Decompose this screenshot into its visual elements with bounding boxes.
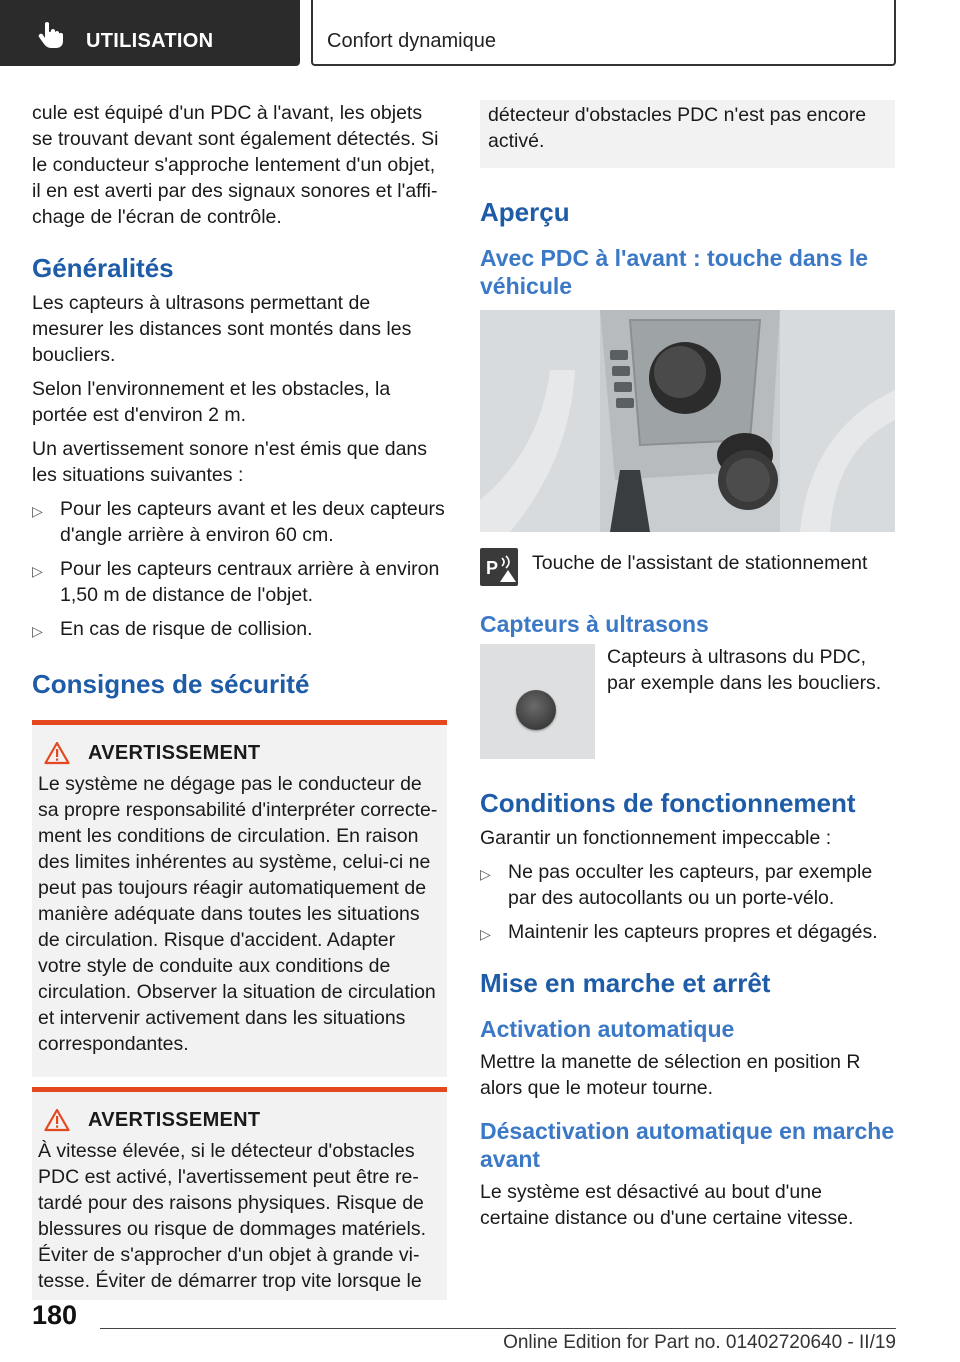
heading-generalites: Généralités (32, 253, 174, 283)
section-label: UTILISATION (86, 30, 214, 52)
section-tab (0, 0, 300, 66)
subheading-pdc-button: Avec PDC à l'avant : touche dans le véhicule (480, 245, 869, 299)
right-column (480, 100, 895, 1239)
warning-text-continued: détecteur d'obstacles PDC n'est pas encore activé. (488, 104, 867, 152)
intro-paragraph: cule est équipé d'un PDC à l'avant, les objets se trouvant devant sont également détectés. Si le conducteur s'approche lentement d'un objet, il en est averti par des signaux sonores et l'affichage de l'écran de contrôle. (32, 102, 439, 228)
heading-consignes: Consignes de sécurité (32, 669, 310, 699)
subheading-deactivation: Désactivation automatique en marche avant (480, 1118, 895, 1172)
bullet-triangle-icon: ▷ (32, 563, 43, 579)
warning-label: AVERTISSEMENT (88, 1108, 261, 1131)
page-header (0, 0, 960, 68)
bullet-triangle-icon: ▷ (480, 926, 491, 942)
list-item: ▷ En cas de risque de collision. (32, 616, 447, 642)
bullet-triangle-icon: ▷ (32, 503, 43, 519)
park-assist-button-icon (480, 548, 518, 586)
warning-text: À vitesse élevée, si le détecteur d'obstacles PDC est activé, l'avertissement peut être retardé pour des raisons physiques. Risque de blessures ou risque de dommages matériels. Éviter de s'approcher d'un objet à grande vitesse. Éviter de démarrer trop vite lorsque le (38, 1140, 427, 1292)
list-item: ▷ Ne pas occulter les capteurs, par exemple par des autocollants ou un porte-vélo. (480, 861, 873, 909)
warning-continuation (480, 100, 895, 168)
warning-triangle-icon (44, 741, 70, 765)
list-item: ▷ Maintenir les capteurs propres et dégagés. (480, 919, 895, 945)
left-column (32, 100, 447, 1300)
bullet-list (480, 859, 895, 945)
warning-box (32, 1087, 447, 1300)
bullet-triangle-icon: ▷ (480, 866, 491, 882)
svg-text:P: P (486, 558, 499, 578)
ultrasonic-sensor-image (480, 644, 595, 759)
list-item: ▷ Pour les capteurs avant et les deux capteurs d'angle arrière à environ 60 cm. (32, 498, 445, 546)
subheading-sensors: Capteurs à ultrasons (480, 611, 709, 637)
button-caption: Touche de l'assistant de stationnement (532, 552, 868, 574)
subheading-activation: Activation automatique (480, 1016, 735, 1042)
chapter-title: Confort dynamique (327, 30, 496, 52)
paragraph: Les capteurs à ultrasons permettant de mesurer les distances sont montés dans les boucliers. (32, 292, 412, 366)
button-caption-row (480, 548, 895, 586)
bullet-list (32, 496, 447, 642)
heading-mise-en-marche: Mise en marche et arrêt (480, 968, 771, 998)
sensor-description: Capteurs à ultrasons du PDC, par exemple dans les boucliers. (607, 646, 882, 694)
center-console-photo (480, 310, 895, 532)
paragraph: Garantir un fonctionnement impeccable : (480, 827, 832, 849)
paragraph: Selon l'environnement et les obstacles, la portée est d'environ 2 m. (32, 378, 391, 426)
paragraph: Mettre la manette de sélection en position R alors que le moteur tourne. (480, 1051, 861, 1099)
center-console-illustration (480, 310, 895, 532)
page-number: 180 (32, 1300, 78, 1330)
bullet-triangle-icon: ▷ (32, 623, 43, 639)
sensor-row (480, 644, 895, 759)
heading-apercu: Aperçu (480, 197, 570, 227)
edition-text: Online Edition for Part no. 01402720640 - II/19 (503, 1332, 896, 1353)
hand-pointer-icon (36, 20, 66, 50)
paragraph: Le système est désactivé au bout d'une certaine distance ou d'une certaine vitesse. (480, 1181, 854, 1229)
sensor-dot (516, 690, 556, 730)
footer-divider (100, 1328, 896, 1329)
paragraph: Un avertissement sonore n'est émis que dans les situations suivantes : (32, 438, 428, 486)
warning-label: AVERTISSEMENT (88, 741, 261, 764)
heading-conditions: Conditions de fonctionnement (480, 788, 856, 818)
warning-triangle-icon (44, 1108, 70, 1132)
chapter-tab (311, 0, 896, 66)
warning-text: Le système ne dégage pas le conducteur de sa propre responsabilité d'interpréter correctement les conditions de circulation. En raison des limites inhérentes au système, celui-ci ne peut pas toujours réagir automatiquement de manière adéquate dans toutes les situations de circulation. Risque d'accident. Adapter votre style de conduite aux conditions de circulation. Observer la situation de circulation et intervenir activement dans les situations correspondantes. (38, 773, 438, 1055)
list-item: ▷ Pour les capteurs centraux arrière à environ 1,50 m de distance de l'objet. (32, 558, 440, 606)
warning-box (32, 720, 447, 1077)
